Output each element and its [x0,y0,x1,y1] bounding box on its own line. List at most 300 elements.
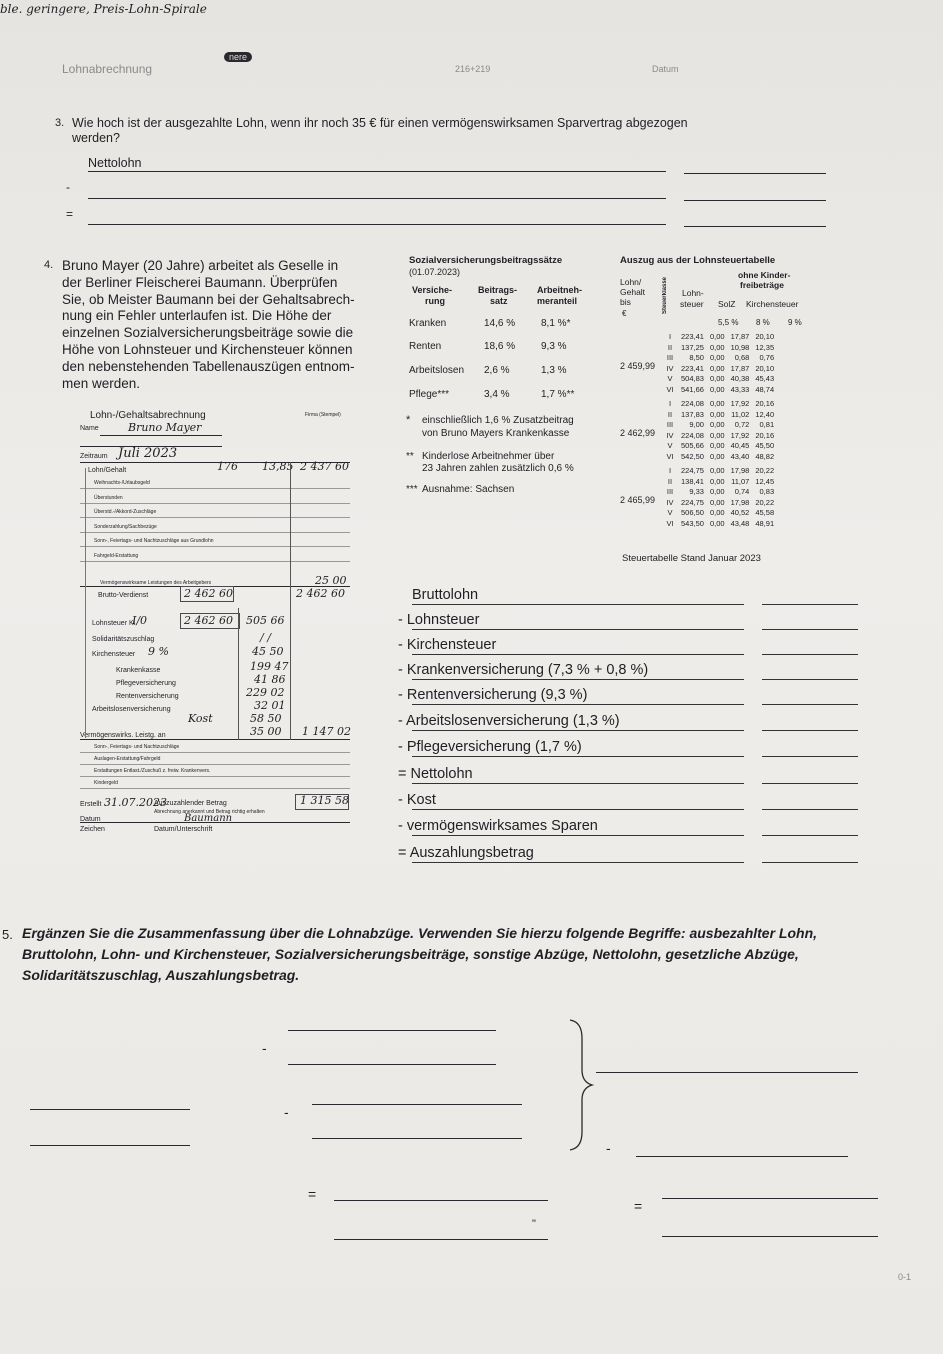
tax-class: V [667,441,673,451]
tax-kist-8: 43,40 [730,451,750,461]
summary-item: - Krankenversicherung (7,3 % + 0,8 %) [398,662,649,678]
slip-rate: 13,85 [262,460,294,473]
summary-item-amount-line [762,654,858,655]
tax-group-table [662,332,777,396]
tax-class: VI [666,384,674,394]
q5-minus-1: - [262,1040,267,1056]
tax-class: V [667,508,673,518]
q5-blank-right-2 [636,1156,848,1157]
tax-lohnsteuer: 506,50 [681,508,704,518]
q5-blank-right-3 [662,1198,878,1199]
q5-eq-1: = [308,1186,317,1202]
sv-note3-star: *** [406,484,418,495]
tax-h-p2: 8 % [756,318,770,327]
slip-vrule2 [238,608,239,740]
tax-h-class: Steuerklasse [662,277,668,315]
tax-row [662,466,777,477]
tax-row [662,374,777,385]
summary-item: - Lohnsteuer [398,612,480,628]
tax-kist-9: 48,91 [755,518,775,528]
page-corner-mark: 0-1 [898,1272,912,1282]
q5-eq-2: = [634,1198,643,1214]
slip-bottom-row-label: Sonn-, Feiertags- und Nachtzuschläge [94,744,180,750]
tax-kist-9: 48,82 [755,451,775,461]
tax-class: V [667,374,673,384]
slip-payout-label: Auszuzahlender Betrag [154,800,227,807]
slip-vw-label: Vermögenswirks. Leistg. an [80,732,166,739]
sv-header-satz: Beitrags- [478,285,518,295]
tax-row [662,477,777,488]
tax-kist-8: 17,87 [730,363,750,373]
tax-h-lohn: Lohn/ [620,277,642,287]
q4-text-line: Höhe von Lohnsteuer und Kirchensteuer können [62,342,353,357]
tax-kist-8: 17,87 [730,332,750,341]
sv-row-satz: 3,4 % [484,389,510,400]
slip-small-row-label: Überstd.-/Akkord-Zuschläge [94,509,157,515]
sv-row-name: Pflege*** [409,389,450,400]
sv-row-satz: 18,6 % [484,341,516,352]
sv-header-anteil: Arbeitneh- [537,285,582,295]
tax-class: I [668,466,672,475]
q4-text-line: nung ein Fehler unterlaufen ist. Die Höhe der [62,308,332,324]
summary-item: = Auszahlungsbetrag [398,845,534,861]
tax-kist-9: 20,10 [755,332,775,341]
tax-h-kist: Kirchensteuer [746,299,799,309]
slip-datum-label: Datum [80,816,101,823]
sv-row-satz: 2,6 % [484,365,510,376]
tax-solz: 0,00 [709,363,725,373]
slip-bottom-row-line [80,752,350,753]
slip-vl-label: Vermögenswirksame Leistungen des Arbeitgebers [100,580,212,586]
q5-blank-2 [288,1064,496,1065]
summary-item: - vermögenswirksames Sparen [398,818,598,834]
tax-lohnsteuer: 543,50 [681,518,704,528]
slip-name-label: Name [80,425,99,432]
tax-solz: 0,00 [709,332,725,341]
q5-blank-left-1 [30,1109,190,1110]
tax-lohnsteuer: 137,25 [681,342,704,352]
tax-solz: 0,00 [709,497,725,507]
q5-curly-brace [566,1018,596,1152]
q5-quote-mark: " [532,1218,536,1230]
slip-solz-label: Solidaritätszuschlag [92,636,155,643]
tax-solz: 0,00 [709,399,725,408]
slip-vw: 35 00 [250,725,282,738]
slip-rv: 229 02 [246,686,285,699]
tax-lohnsteuer: 138,41 [681,476,704,486]
sv-title: Sozialversicherungsbeitragssätze [409,255,563,266]
tax-kist-9: 12,45 [755,476,775,486]
slip-bottom-row-label: Kindergeld [94,780,118,786]
tax-row [662,353,777,364]
slip-solz: / / [260,631,271,644]
slip-period: Juli 2023 [118,446,178,461]
sv-row-name: Kranken [409,318,447,329]
tax-kist-9: 20,16 [755,430,775,440]
tax-kist-8: 11,02 [731,409,750,419]
q5-blank-6 [334,1239,548,1240]
summary-item: - Kost [398,792,436,808]
tax-group-bis: 2 459,99 [620,361,656,371]
tax-lohnsteuer: 504,83 [681,374,704,384]
sv-note2b: 23 Jahren zahlen zusätzlich 0,6 % [422,463,574,474]
summary-item: - Pflegeversicherung (1,7 %) [398,739,582,755]
tax-row [662,508,777,519]
tax-row [662,420,777,431]
slip-line-sign [80,822,350,823]
slip-abzug-sum: 1 147 02 [302,725,351,738]
slip-lst-base: 2 462 60 [184,614,233,627]
q4-number: 4. [44,259,54,271]
summary-item-amount-line [762,604,858,605]
tax-h-frei: freibeträge [740,280,784,290]
q3-nettolohn-label: Nettolohn [88,156,142,170]
slip-gross-base: 2 437 60 [300,460,349,473]
tax-h-eur: € [622,309,627,318]
tax-solz: 0,00 [709,384,725,394]
tax-class: IV [666,497,674,507]
summary-item-line [412,704,744,705]
sv-date: (01.07.2023) [409,267,461,277]
tax-row [662,487,777,498]
slip-av-label: Arbeitslosenversicherung [92,706,171,713]
slip-kist-label: Kirchensteuer [92,651,136,658]
tax-class: VI [666,518,674,528]
q3-line2 [88,198,666,199]
slip-small-row-label: Weihnachts-/Urlaubsgeld [94,480,150,486]
q5-blank-4 [312,1138,522,1139]
q5-blank-right-1 [596,1072,858,1073]
summary-item-line [412,835,744,836]
q5-line2: Bruttolohn, Lohn- und Kirchensteuer, Sozialversicherungsbeiträge, sonstige Abzüge, Nettolohn, gesetzliche Abzüge, [22,946,799,962]
slip-small-row-line [80,488,350,489]
tax-kist-9: 0,83 [759,487,775,497]
slip-brutto: 2 462 60 [184,587,233,600]
summary-item: - Rentenversicherung (9,3 %) [398,687,588,703]
tax-title: Auszug aus der Lohnsteuertabelle [620,255,776,266]
summary-item-amount-line [762,756,858,757]
summary-item-line [412,862,744,863]
tax-row [662,441,777,452]
tax-kist-8: 40,52 [730,508,750,518]
q5-blank-1 [288,1030,496,1031]
q3-op-equals: = [66,207,74,221]
slip-small-row-label: Sonn-, Feiertags- und Nachtzuschläge aus Grundlohn [94,538,214,544]
summary-item: - Arbeitslosenversicherung (1,3 %) [398,713,620,729]
slip-small-row-line [80,561,350,562]
tax-kist-8: 17,98 [730,497,750,507]
tax-kist-8: 11,07 [731,476,750,486]
summary-item-amount-line [762,704,858,705]
tax-solz: 0,00 [709,518,725,528]
tax-lohnsteuer: 9,00 [689,420,704,430]
tax-solz: 0,00 [709,441,725,451]
slip-bottom-row-label: Erstattungen Entlast./Zuschuß z. freiw. Krankenvers. [94,768,211,774]
summary-item-line [412,783,744,784]
tax-kist-8: 40,38 [730,374,750,384]
slip-small-row-label: Fahrgeld-Erstattung [94,552,139,559]
sv-row-anteil: 8,1 %* [541,318,571,329]
tax-kist-8: 10,98 [730,342,750,352]
pay-slip [80,408,380,838]
q4-text-line: men werden. [62,375,141,391]
q5-blank-left-2 [30,1145,190,1146]
summary-item-amount-line [762,783,858,784]
slip-firma: Firma (Stempel) [305,412,341,418]
tax-row [662,364,777,375]
tax-solz: 0,00 [709,466,725,475]
slip-av: 32 01 [254,699,286,712]
cut-header-text: ble. geringere, Preis-Lohn-Spirale [0,2,207,16]
summary-item-line [412,756,744,757]
slip-lst-class: I/0 [132,614,148,627]
tax-lohnsteuer: 224,75 [681,497,704,507]
tax-kist-8: 17,92 [730,430,750,440]
q5-blank-3 [312,1104,522,1105]
tax-row [662,431,777,442]
q4-text-line: Sie, ob Meister Baumann bei der Gehaltsabrech- [62,291,355,307]
tax-solz: 0,00 [709,430,725,440]
tax-lohnsteuer: 223,41 [681,363,704,373]
slip-small-row-line [80,517,350,518]
tax-class: II [667,476,673,486]
summary-item: Bruttolohn [412,587,479,603]
q3-text-line2: werden? [72,131,120,145]
q3-line1 [88,171,666,172]
slip-title: Lohn-/Gehaltsabrechnung [90,410,206,421]
sv-header-satz-2: satz [490,296,508,306]
q5-line1: Ergänzen Sie die Zusammenfassung über die Lohnabzüge. Verwenden Sie hierzu folgende Begriffe: ausbezahlter Lohn, [22,925,818,941]
summary-item: = Nettolohn [398,766,473,782]
sv-note1-star: * [406,414,411,426]
summary-item-amount-line [762,809,858,810]
tax-kist-9: 45,43 [755,374,775,384]
tax-lohnsteuer: 224,08 [681,430,704,440]
tax-row [662,452,777,463]
slip-date: 31.07.2023 [104,796,167,809]
slip-lst: 505 66 [246,614,285,627]
tax-kist-8: 43,48 [730,518,750,528]
sv-row-anteil: 1,3 % [541,365,567,376]
tax-solz: 0,00 [709,487,725,497]
tax-class: III [666,353,674,363]
slip-zeichen-label: Zeichen [80,826,105,833]
sv-row-satz: 14,6 % [484,318,516,329]
slip-kv: 199 47 [250,660,289,673]
tax-class: I [668,399,672,408]
tax-class: II [667,342,673,352]
q5-blank-5 [334,1200,548,1201]
sv-header-versicherung: Versiche- [412,285,453,295]
tax-kist-9: 20,22 [755,466,775,475]
sv-note2a: Kinderlose Arbeitnehmer über [422,451,555,462]
summary-item-amount-line [762,679,858,680]
tax-class: IV [666,430,674,440]
tax-row [662,385,777,396]
slip-sign: Baumann [184,813,233,824]
sv-row-anteil: 1,7 %** [541,389,575,400]
summary-item-amount-line [762,629,858,630]
tax-h-p3: 9 % [788,318,802,327]
slip-bottom-row-line [80,788,350,789]
q3-line3-right [684,226,826,227]
tax-solz: 0,00 [709,342,725,352]
topbar-stamp: nere [224,52,252,62]
tax-lohnsteuer: 9,33 [689,487,704,497]
q3-text-line1: Wie hoch ist der ausgezahlte Lohn, wenn ihr noch 35 € für einen vermögenswirksamen Sparvertrag abgezogen [72,116,688,130]
sv-note2-star: ** [406,451,414,462]
q5-minus-2: - [284,1104,289,1120]
q4-text-line: der Berliner Fleischerei Baumann. Überprüfen [62,274,338,290]
summary-item-line [412,730,744,731]
tax-kist-8: 17,92 [730,399,750,408]
slip-pv: 41 86 [254,673,286,686]
sv-note1b: von Bruno Mayers Krankenkasse [422,428,570,439]
slip-rv-label: Rentenversicherung [116,693,179,700]
tax-lohnsteuer: 224,75 [681,466,704,475]
q3-line1-right [684,173,826,174]
tax-h-solz: SolZ [718,299,736,309]
tax-solz: 0,00 [709,451,725,461]
tax-h-p1: 5,5 % [718,318,739,327]
tax-h-ohne: ohne Kinder- [738,270,791,280]
tax-h-bis: bis [620,297,631,307]
sv-note3: Ausnahme: Sachsen [422,484,515,495]
summary-item-amount-line [762,730,858,731]
q5-blank-right-4 [662,1236,878,1237]
q3-line2-right [684,200,826,201]
q3-number: 3. [55,117,65,129]
slip-kost: 58 50 [250,712,282,725]
slip-vl: 25 00 [315,574,347,587]
tax-kist-9: 0,76 [759,353,775,363]
tax-kist-8: 43,33 [730,384,750,394]
tax-class: I [668,332,672,341]
q4-text-line: Bruno Mayer (20 Jahre) arbeitet als Geselle in [62,258,339,273]
tax-kist-9: 20,10 [755,363,775,373]
slip-name: Bruno Mayer [128,421,202,434]
tax-kist-9: 45,58 [755,508,775,518]
summary-item-amount-line [762,862,858,863]
tax-kist-9: 12,40 [755,409,775,419]
slip-date-label: Erstellt [80,801,102,808]
q4-text-line: den nebenstehenden Tabellenauszügen entnom- [62,358,355,374]
summary-item-line [412,654,744,655]
slip-small-row-line [80,546,350,547]
tax-kist-8: 0,74 [734,487,750,497]
tax-lohnsteuer: 8,50 [689,353,704,363]
tax-group-table [662,466,777,530]
tax-solz: 0,00 [709,353,725,363]
tax-h-lst: Lohn- [682,288,704,298]
tax-class: IV [666,363,674,373]
slip-small-row-label: Sonderzahlung/Sachbezüge [94,523,157,530]
sv-row-anteil: 9,3 % [541,341,567,352]
slip-lst-label: Lohnsteuer Kl. [92,620,138,627]
summary-item-line [412,809,744,810]
sv-row-name: Arbeitslosen [409,365,465,376]
tax-kist-9: 48,74 [755,384,775,394]
tax-solz: 0,00 [709,409,725,419]
tax-kist-8: 0,72 [734,420,750,430]
tax-row [662,399,777,410]
tax-kist-8: 0,68 [734,353,750,363]
tax-class: III [666,420,674,430]
tax-kist-8: 17,98 [730,466,750,475]
slip-name-line [100,435,222,436]
q3-op-minus: - [66,180,70,194]
summary-item-line [412,629,744,630]
sv-header-anteil-2: meranteil [537,296,578,306]
tax-kist-9: 20,16 [755,399,775,408]
slip-vrule1 [290,462,291,740]
summary-item-line [412,679,744,680]
tax-lohnsteuer: 223,41 [681,332,704,341]
slip-kv-label: Krankenkasse [116,667,161,674]
summary-item: - Kirchensteuer [398,637,497,653]
tax-row [662,343,777,354]
q4-text-line: einzelnen Sozialversicherungsbeiträge sowie die [62,325,354,341]
slip-confirm: Abrechnung anerkannt und Betrag richtig erhalten [154,809,265,815]
q3-line3 [88,224,666,225]
slip-bottom-row-label: Auslagen-Erstattung/Fahrgeld [94,756,161,762]
slip-pv-label: Pflegeversicherung [116,680,176,687]
tax-lohnsteuer: 541,66 [681,384,704,394]
tax-row [662,410,777,421]
slip-kist: 45 50 [252,645,284,658]
tax-class: III [666,487,674,497]
tax-class: VI [666,451,674,461]
slip-unterschrift-label: Datum/Unterschrift [154,826,213,833]
tax-group-bis: 2 465,99 [620,495,656,505]
tax-row [662,498,777,509]
tax-solz: 0,00 [709,476,725,486]
tax-kist-8: 40,45 [730,441,750,451]
slip-lohn-label: Lohn/Gehalt [88,467,127,474]
tax-row [662,519,777,530]
q5-minus-3: - [606,1140,611,1156]
slip-period-label: Zeitraum [80,453,108,460]
tax-group-bis: 2 462,99 [620,428,656,438]
tax-kist-9: 45,50 [755,441,775,451]
slip-small-row-line [80,503,350,504]
q5-number: 5. [2,927,13,942]
tax-stand: Steuertabelle Stand Januar 2023 [622,553,761,564]
slip-bottom-row-line [80,764,350,765]
topbar-right: Datum [652,64,679,74]
slip-hours: 176 [217,460,238,473]
tax-lohnsteuer: 224,08 [681,399,704,408]
slip-small-row-label: Überstunden [94,494,123,501]
slip-brutto-label: Brutto-Verdienst [98,592,149,599]
sv-row-name: Renten [409,341,442,352]
tax-lohnsteuer: 137,83 [681,409,704,419]
summary-item-line [412,604,744,605]
slip-payout: 1 315 58 [300,794,349,807]
sv-note1a: einschließlich 1,6 % Zusatzbeitrag [422,415,574,426]
tax-h-lst2: steuer [680,299,704,309]
tax-solz: 0,00 [709,508,725,518]
slip-kist-pct: 9 % [148,645,169,658]
tax-solz: 0,00 [709,420,725,430]
tax-kist-9: 0,81 [759,420,775,430]
slip-small-row-line [80,532,350,533]
summary-item-amount-line [762,835,858,836]
slip-vrule-left [85,468,86,738]
slip-kost-label: Kost [188,712,213,725]
topbar-left-label: Lohnabrechnung [62,62,153,76]
slip-bottom-row-line [80,776,350,777]
